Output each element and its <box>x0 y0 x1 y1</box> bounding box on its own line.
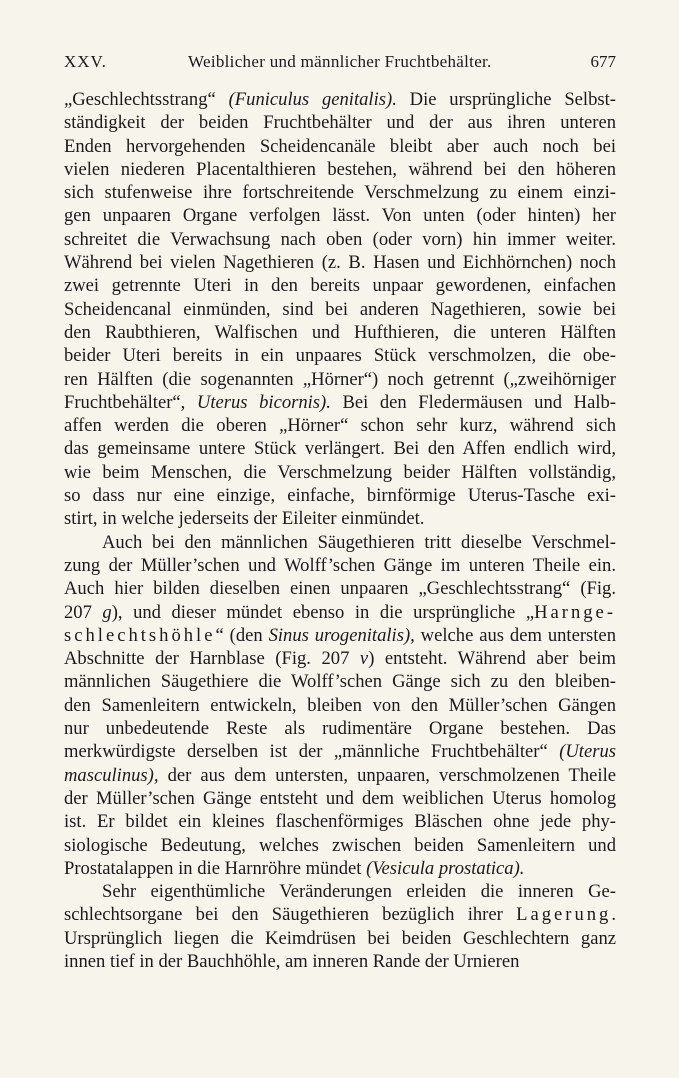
text-run: gen unpaaren Organe verfolgen lässt. Von unten (oder hinten) her <box>64 205 616 227</box>
running-title: Weiblicher und männlicher Fruchtbehälter. <box>188 52 492 71</box>
text-line <box>64 298 616 321</box>
italic-run: masculinus), <box>64 764 159 786</box>
paragraph <box>64 880 616 973</box>
running-head <box>64 52 616 76</box>
text-run: sich stufenweise ihre fortschreitende Verschmelzung zu einem einzi- <box>64 182 616 204</box>
text-run: innen tief in der Bauchhöhle, am inneren Rande der Urnieren <box>64 950 520 972</box>
paragraph <box>64 88 616 531</box>
text-line <box>64 554 616 577</box>
chapter-number: XXV. <box>64 52 107 71</box>
text-run: Ursprünglich liegen die Keimdrüsen bei beiden Geschlechtern ganz <box>64 927 616 949</box>
text-line <box>64 927 616 950</box>
text-run: so dass nur eine einzige, einfache, birnförmige Uterus-Tasche exi- <box>64 485 616 507</box>
text-run: Bei den Fledermäusen und Halb- <box>330 391 616 413</box>
italic-run: (Funiculus genitalis). <box>228 89 397 110</box>
text-line <box>64 368 616 391</box>
spaced-run: schlechtshöhle <box>64 624 216 646</box>
text-run: Auch bei den männlichen Säugethieren tritt dieselbe Verschmel- <box>102 531 616 553</box>
paragraph <box>64 531 616 880</box>
text-line <box>64 204 616 227</box>
italic-run: (Vesicula prostatica). <box>366 857 525 879</box>
text-line <box>64 880 616 903</box>
text-run: das gemeinsame untere Stück verlängert. Bei den Affen endlich wird, <box>64 438 616 460</box>
text-line <box>64 717 616 740</box>
text-run: nur unbedeutende Reste als rudimentäre Organe bestehen. Das <box>64 718 616 740</box>
text-line <box>64 251 616 274</box>
text-line <box>64 531 616 554</box>
italic-run: g <box>102 601 112 623</box>
text-line <box>64 344 616 367</box>
spaced-run: Lagerung <box>516 904 612 926</box>
text-line <box>64 484 616 507</box>
italic-run: (Uterus <box>559 741 616 763</box>
text-run: Abschnitte der Harnblase (Fig. 207 <box>64 648 360 670</box>
text-line <box>64 787 616 810</box>
text-run: der Müller’schen Gänge entsteht und dem weiblichen Uterus homolog <box>64 787 616 809</box>
text-run: . <box>611 904 616 926</box>
text-run: siologische Bedeutung, welches zwischen beiden Samenleitern und <box>64 834 616 856</box>
text-run: Enden hervorgehenden Scheidencanäle bleibt aber auch noch bei <box>64 135 616 157</box>
text-line <box>64 321 616 344</box>
italic-run: Sinus urogenitalis), <box>268 624 415 646</box>
page-number: 677 <box>590 52 616 71</box>
text-line <box>64 647 616 670</box>
text-run: welche aus dem untersten <box>414 624 616 646</box>
text-line <box>64 88 616 111</box>
text-line <box>64 135 616 158</box>
text-line <box>64 158 616 181</box>
text-run: schlechtsorgane bei den Säugethieren bezüglich ihrer <box>64 904 517 926</box>
text-run: ständigkeit der beiden Fruchtbehälter und der aus ihren unteren <box>64 112 616 134</box>
text-line <box>64 507 616 530</box>
text-run: 207 <box>64 601 103 623</box>
text-run: stirt, in welche jederseits der Eileiter einmündet. <box>64 508 425 530</box>
italic-run: Uterus bicornis). <box>196 391 331 413</box>
spaced-run: Harnge- <box>534 601 617 623</box>
text-run: den Raubthieren, Walfischen und Hufthieren, die unteren Hälften <box>64 321 616 343</box>
text-run: merkwürdigste derselben ist der „männliche Fruchtbehälter“ <box>64 741 560 763</box>
text-line <box>64 810 616 833</box>
text-line <box>64 903 616 926</box>
text-run: vielen niederen Placentalthieren bestehen, während bei den höheren <box>64 158 616 180</box>
text-run: der aus dem untersten, unpaaren, verschmolzenen Theile <box>158 764 616 786</box>
text-line <box>64 601 616 624</box>
body-text <box>64 88 616 973</box>
text-line <box>64 461 616 484</box>
text-run: „Geschlechtsstrang“ <box>64 89 229 110</box>
text-run: Die ursprüngliche Selbst- <box>396 89 616 110</box>
text-run: zwei getrennte Uteri in den bereits unpaar gewordenen, einfachen <box>64 275 616 297</box>
text-line <box>64 670 616 693</box>
text-line <box>64 111 616 134</box>
text-line <box>64 740 616 763</box>
text-line <box>64 228 616 251</box>
text-run: männlichen Säugethiere die Wolff’schen Gänge sich zu den bleiben- <box>64 671 616 693</box>
text-line <box>64 694 616 717</box>
text-run: Während bei vielen Nagethieren (z. B. Hasen und Eichhörnchen) noch <box>64 252 616 274</box>
text-run: ist. Er bildet ein kleines flaschenförmiges Bläschen ohne jede phy- <box>64 811 616 833</box>
text-line <box>64 857 616 880</box>
text-line <box>64 577 616 600</box>
text-line <box>64 274 616 297</box>
text-line <box>64 624 616 647</box>
text-run: den Samenleitern entwickeln, bleiben von den Müller’schen Gängen <box>64 694 616 716</box>
text-line <box>64 414 616 437</box>
text-line <box>64 391 616 414</box>
text-line <box>64 764 616 787</box>
text-run: schreitet die Verwachsung nach oben (oder vorn) hin immer weiter. <box>64 228 616 250</box>
text-run: Sehr eigenthümliche Veränderungen erleiden die inneren Ge- <box>102 881 616 903</box>
text-run: “ (den <box>215 624 269 646</box>
italic-run: v <box>359 648 369 670</box>
text-line <box>64 834 616 857</box>
text-line <box>64 950 616 973</box>
text-line <box>64 181 616 204</box>
text-run: ), und dieser mündet ebenso in die ursprüngliche „ <box>111 601 535 623</box>
text-run: wie beim Menschen, die Verschmelzung beider Hälften vollständig, <box>64 461 616 483</box>
text-run: Fruchtbehälter“, <box>64 391 197 413</box>
text-run: zung der Müller’schen und Wolff’schen Gänge im unteren Theile ein. <box>64 554 616 576</box>
text-run: Prostatalappen in die Harnröhre mündet <box>64 857 367 879</box>
text-run: Auch hier bilden dieselben einen unpaaren „Geschlechtsstrang“ (Fig. <box>64 578 616 600</box>
text-run: ren Hälften (die sogenannten „Hörner“) noch getrennt („zweihörniger <box>64 368 616 390</box>
text-run: beider Uteri bereits in ein unpaares Stück verschmolzen, die obe- <box>64 345 616 367</box>
text-run: Scheidencanal einmünden, sind bei anderen Nagethieren, sowie bei <box>64 298 616 320</box>
text-run: affen werden die oberen „Hörner“ schon sehr kurz, während sich <box>64 415 616 437</box>
text-line <box>64 437 616 460</box>
text-run: ) entsteht. Während aber beim <box>368 648 616 670</box>
